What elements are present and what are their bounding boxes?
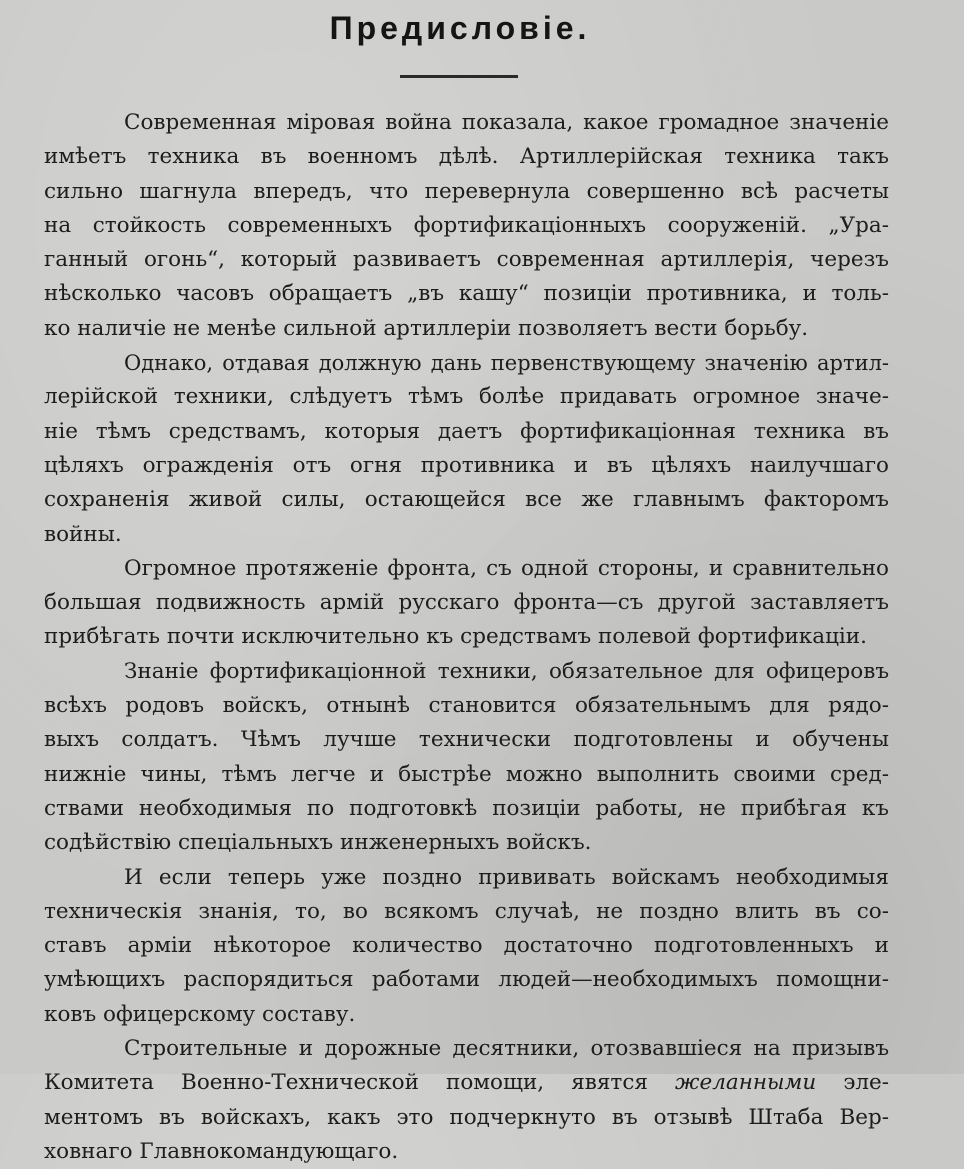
text-line: ствами необходимыя по подготовкѣ позиціи работы, не прибѣгая къ (44, 795, 889, 821)
text-line: ковъ офицерскому составу. (44, 1001, 356, 1027)
text-line: сильно шагнула впередъ, что перевернула совершенно всѣ расчеты (44, 178, 889, 204)
text-line: содѣйствію спеціальныхъ инженерныхъ войскъ. (44, 830, 592, 856)
text-line: сохраненія живой силы, остающейся все же главнымъ факторомъ (44, 487, 889, 513)
text-line: Знаніе фортификаціонной техники, обязательное для офицеровъ (124, 658, 889, 684)
text-line: нижніе чины, тѣмъ легче и быстрѣе можно выполнить своими сред- (44, 761, 889, 787)
text-line: ко наличіе не менѣе сильной артиллеріи позволяетъ вести борьбу. (44, 315, 809, 341)
text-line: Однако, отдавая должную дань первенствующему значенію артил- (124, 351, 889, 376)
text-line: ставъ арміи нѣкоторое количество достаточно подготовленныхъ и (44, 933, 889, 959)
text-line: Строительные и дорожные десятники, отозвавшіеся на призывъ (124, 1036, 889, 1062)
title-underline (400, 75, 518, 78)
text-line: умѣющихъ распорядиться работами людей—необходимыхъ помощни- (44, 967, 889, 993)
emphasized-word: желанными (675, 1070, 817, 1096)
preface-body (44, 106, 889, 1169)
text-line: лерійской техники, слѣдуетъ тѣмъ болѣе придавать огромное значе- (44, 384, 889, 410)
text-line: на стойкость современныхъ фортификаціонныхъ сооруженій. „Ура- (44, 212, 889, 238)
text-line: войны. (44, 521, 122, 547)
text-line (44, 1066, 889, 1100)
text-line: И если теперь уже поздно прививать войскамъ необходимыя (124, 864, 889, 890)
text-line-segment: эле- (843, 1070, 889, 1096)
text-line-segment: Комитета Военно-Технической помощи, явятся (44, 1070, 648, 1096)
text-line: Современная міровая война показала, какое громадное значеніе (124, 110, 889, 135)
text-line: ніе тѣмъ средствамъ, которыя даетъ фортификаціонная техника въ (44, 418, 889, 444)
text-line: большая подвижность армій русскаго фронта—съ другой заставляетъ (44, 590, 889, 616)
page-title: Предисловіе. (329, 10, 591, 46)
text-line: техническія знанія, то, во всякомъ случаѣ, не поздно влить въ со- (44, 898, 889, 924)
text-line: цѣляхъ огражденія отъ огня противника и въ цѣляхъ наилучшаго (44, 452, 889, 478)
text-line: нѣсколько часовъ обращаетъ „въ кашу“ позиціи противника, и толь- (44, 281, 889, 307)
text-line: имѣетъ техника въ военномъ дѣлѣ. Артиллерійская техника такъ (44, 144, 889, 170)
text-line: ганный огонь“, который развиваетъ современная артиллерія, черезъ (44, 247, 889, 273)
text-line: прибѣгать почти исключительно къ средствамъ полевой фортификаціи. (44, 624, 867, 650)
text-line: Огромное протяженіе фронта, съ одной стороны, и сравнительно (124, 555, 889, 581)
text-line: выхъ солдатъ. Чѣмъ лучше технически подготовлены и обучены (44, 727, 889, 753)
text-line: всѣхъ родовъ войскъ, отнынѣ становится обязательнымъ для рядо- (44, 693, 889, 719)
text-line: ментомъ въ войскахъ, какъ это подчеркнуто въ отзывѣ Штаба Вер- (44, 1104, 889, 1130)
text-line: ховнаго Главнокомандующаго. (44, 1138, 399, 1164)
